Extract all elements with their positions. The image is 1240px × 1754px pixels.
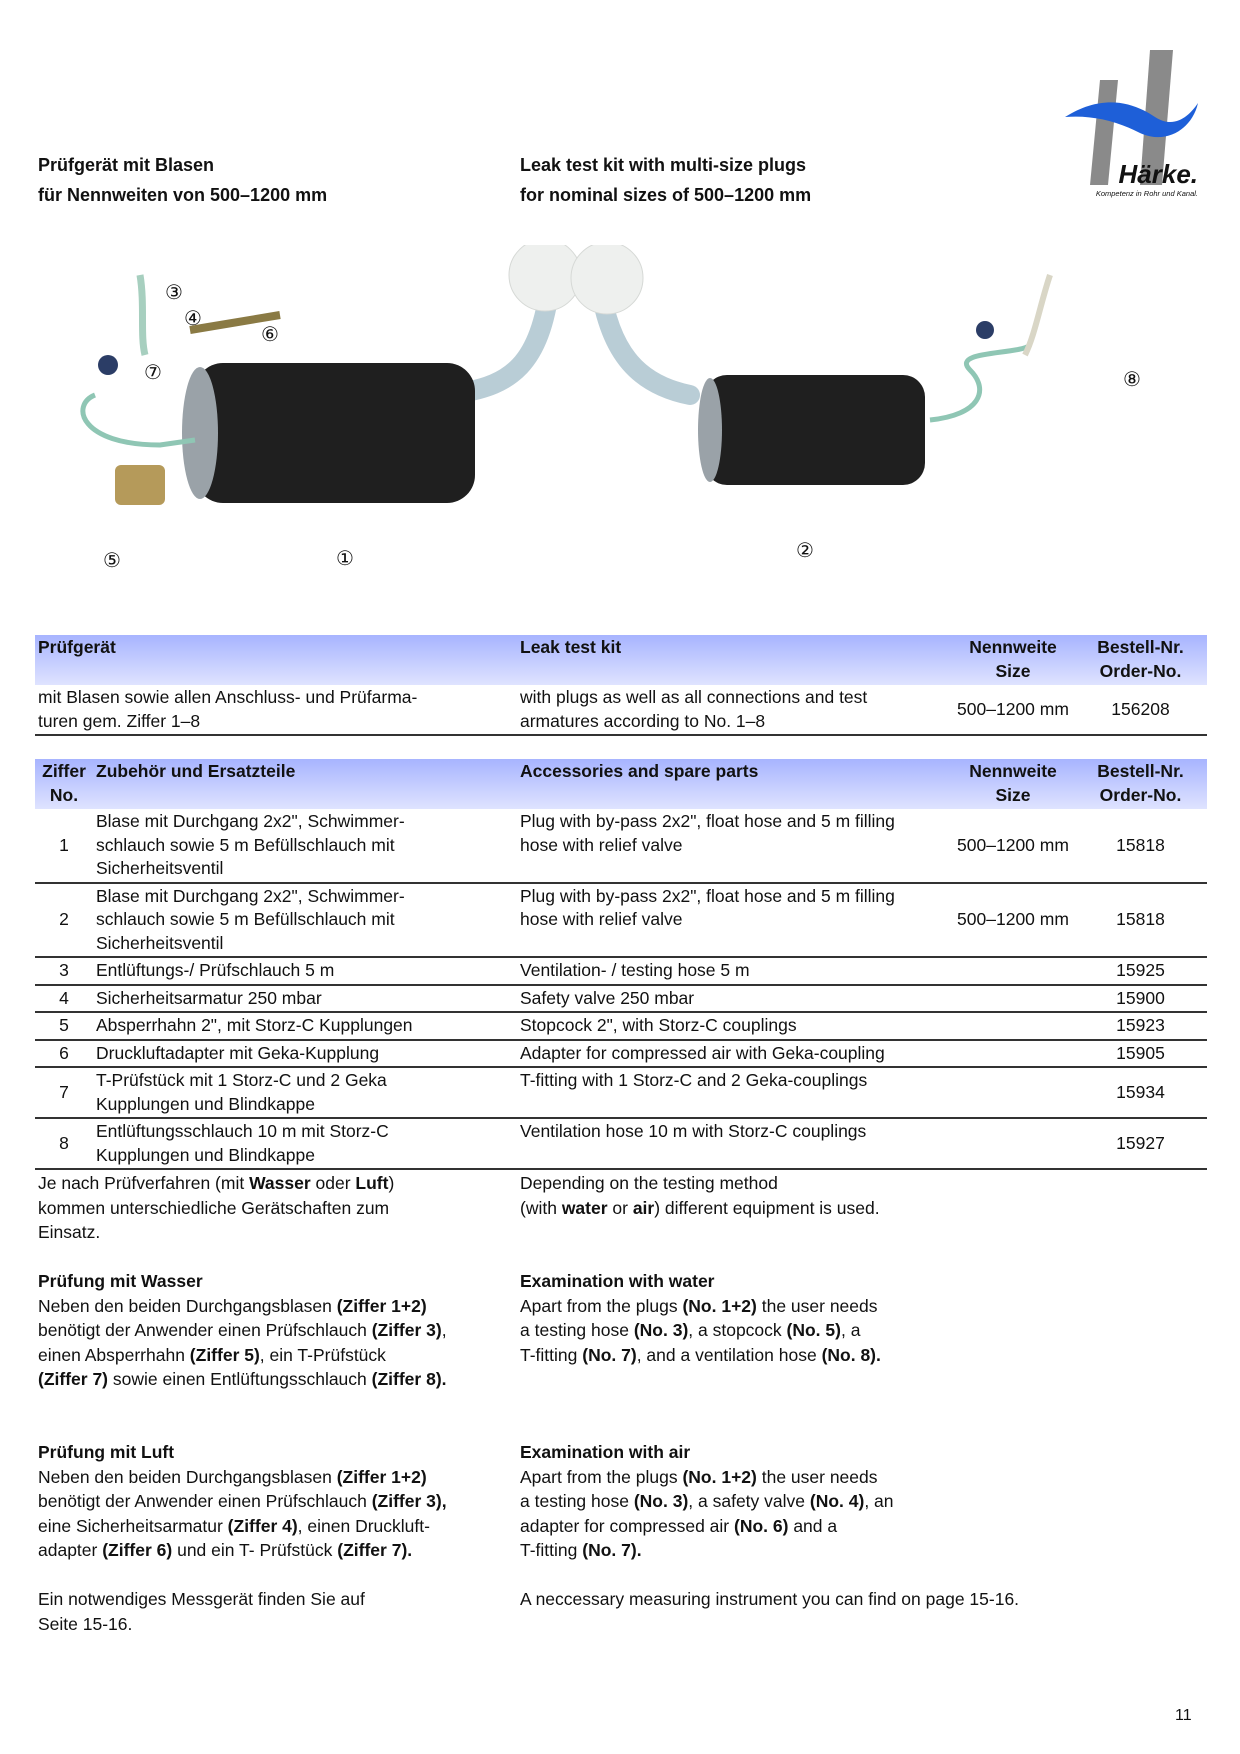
kit-header-size: Nennweite Size xyxy=(952,635,1074,685)
logo-tagline: Kompetenz in Rohr und Kanal. xyxy=(1095,189,1198,198)
acc-header-size: Nennweite Size xyxy=(952,759,1074,809)
water-section-de xyxy=(38,1269,447,1392)
acc-row-no: 2 xyxy=(35,883,93,958)
product-photo xyxy=(40,245,1180,595)
title-de-line2: für Nennweiten von 500–1200 mm xyxy=(38,185,328,205)
plug-1-body xyxy=(195,363,475,503)
intro-de: Je nach Prüfverfahren (mit Wasser oder Luft) kommen unterschiedliche Gerätschaften zum Einsatz. xyxy=(38,1173,395,1242)
acc-row-order: 15927 xyxy=(1074,1118,1207,1169)
haerke-logo xyxy=(1060,45,1200,205)
acc-row-no: 5 xyxy=(35,1012,93,1040)
acc-row-en: Safety valve 250 mbar xyxy=(517,985,952,1013)
air-body-de: Neben den beiden Durchgangsblasen (Ziffer 1+2) benötigt der Anwender einen Prüfschlauch (Ziffer 3), eine Sicherheitsarmatur (Ziffer 4), einen Druckluft- adapter (Ziffer 6) und ein T- Prüfstück (Ziffer 7). xyxy=(38,1466,447,1560)
acc-row-size xyxy=(952,957,1074,985)
title-en-line2: for nominal sizes of 500–1200 mm xyxy=(520,185,812,205)
acc-row-de: Blase mit Durchgang 2x2", Schwimmer- schlauch sowie 5 m Befüllschlauch mit Sicherheitsventil xyxy=(93,883,517,958)
acc-row-en: T-fitting with 1 Storz-C and 2 Geka-couplings xyxy=(517,1067,952,1118)
acc-row-size xyxy=(952,1040,1074,1068)
measure-note-en: A neccessary measuring instrument you can find on page 15-16. xyxy=(520,1589,1020,1609)
acc-row-de: Entlüftungs-/ Prüfschlauch 5 m xyxy=(93,957,517,985)
air-section-en xyxy=(520,1440,894,1563)
acc-row-order: 15818 xyxy=(1074,809,1207,883)
acc-header-no: Ziffer No. xyxy=(35,759,93,809)
acc-row-size xyxy=(952,1118,1074,1169)
acc-row-order: 15934 xyxy=(1074,1067,1207,1118)
acc-row-order: 15818 xyxy=(1074,883,1207,958)
callout-5: ⑤ xyxy=(103,548,121,572)
acc-row-en: Plug with by-pass 2x2", float hose and 5 m filling hose with relief valve xyxy=(517,883,952,958)
stopcock-part xyxy=(115,465,165,505)
acc-row-de: Blase mit Durchgang 2x2", Schwimmer- schlauch sowie 5 m Befüllschlauch mit Sicherheitsventil xyxy=(93,809,517,883)
acc-row-size xyxy=(952,1067,1074,1118)
kit-desc-de: mit Blasen sowie allen Anschluss- und Prüfarma- turen gem. Ziffer 1–8 xyxy=(35,685,517,735)
table-row xyxy=(35,809,1207,883)
callout-1: ① xyxy=(336,546,354,570)
water-title-en: Examination with water xyxy=(520,1271,715,1291)
logo-brand: Härke. xyxy=(1118,159,1198,189)
acc-row-en: Stopcock 2", with Storz-C couplings xyxy=(517,1012,952,1040)
air-title-de: Prüfung mit Luft xyxy=(38,1442,175,1462)
acc-row-size: 500–1200 mm xyxy=(952,809,1074,883)
acc-row-en: Ventilation hose 10 m with Storz-C couplings xyxy=(517,1118,952,1169)
acc-row-size xyxy=(952,1012,1074,1040)
callout-8: ⑧ xyxy=(1123,367,1141,391)
kit-table xyxy=(35,635,1207,736)
table-row xyxy=(35,883,1207,958)
table-row xyxy=(35,957,1207,985)
acc-row-no: 4 xyxy=(35,985,93,1013)
callout-4: ④ xyxy=(184,306,202,330)
kit-table-header xyxy=(35,635,1207,685)
table-row xyxy=(35,1040,1207,1068)
kit-header-order: Bestell-Nr. Order-No. xyxy=(1074,635,1207,685)
intro-en: Depending on the testing method (with water or air) different equipment is used. xyxy=(520,1173,880,1218)
callout-3: ③ xyxy=(165,280,183,304)
acc-row-de: Absperrhahn 2", mit Storz-C Kupplungen xyxy=(93,1012,517,1040)
page-number: 11 xyxy=(1175,1707,1192,1724)
water-section-en xyxy=(520,1269,881,1367)
acc-row-no: 8 xyxy=(35,1118,93,1169)
table-row xyxy=(35,1118,1207,1169)
air-section-de xyxy=(38,1440,447,1563)
air-title-en: Examination with air xyxy=(520,1442,691,1462)
acc-row-de: T-Prüfstück mit 1 Storz-C und 2 Geka Kupplungen und Blindkappe xyxy=(93,1067,517,1118)
title-en xyxy=(520,150,811,210)
kit-header-en: Leak test kit xyxy=(517,635,952,685)
table-row xyxy=(35,1012,1207,1040)
acc-header-de: Zubehör und Ersatzteile xyxy=(93,759,517,809)
acc-row-order: 15923 xyxy=(1074,1012,1207,1040)
callout-7: ⑦ xyxy=(144,360,162,384)
title-de-line1: Prüfgerät mit Blasen xyxy=(38,155,215,175)
acc-row-no: 1 xyxy=(35,809,93,883)
table-row xyxy=(35,685,1207,735)
acc-table-header xyxy=(35,759,1207,809)
accessories-table xyxy=(35,759,1207,1170)
kit-order-no: 156208 xyxy=(1074,685,1207,735)
acc-row-de: Druckluftadapter mit Geka-Kupplung xyxy=(93,1040,517,1068)
acc-row-order: 15900 xyxy=(1074,985,1207,1013)
kit-header-de: Prüfgerät xyxy=(35,635,517,685)
acc-row-size xyxy=(952,985,1074,1013)
water-body-de: Neben den beiden Durchgangsblasen (Ziffer 1+2) benötigt der Anwender einen Prüfschlauch (Ziffer 3), einen Absperrhahn (Ziffer 5), ein T-Prüfstück (Ziffer 7) sowie einen Entlüftungsschlauch (Ziffer 8). xyxy=(38,1295,447,1389)
acc-header-en: Accessories and spare parts xyxy=(517,759,952,809)
water-body-en: Apart from the plugs (No. 1+2) the user needs a testing hose (No. 3), a stopcock (No. 5), a T-fitting (No. 7), and a ventilation hose (No. 8). xyxy=(520,1295,881,1365)
acc-header-order: Bestell-Nr. Order-No. xyxy=(1074,759,1207,809)
title-en-line1: Leak test kit with multi-size plugs xyxy=(520,155,807,175)
plug-2-body xyxy=(705,375,925,485)
table-row xyxy=(35,1067,1207,1118)
acc-row-en: Adapter for compressed air with Geka-coupling xyxy=(517,1040,952,1068)
title-de xyxy=(38,150,327,210)
water-title-de: Prüfung mit Wasser xyxy=(38,1271,203,1291)
acc-row-no: 7 xyxy=(35,1067,93,1118)
callout-2: ② xyxy=(796,538,814,562)
acc-row-no: 6 xyxy=(35,1040,93,1068)
measure-note-de: Ein notwendiges Messgerät finden Sie auf Seite 15-16. xyxy=(38,1589,365,1634)
acc-row-de: Entlüftungsschlauch 10 m mit Storz-C Kupplungen und Blindkappe xyxy=(93,1118,517,1169)
kit-size: 500–1200 mm xyxy=(952,685,1074,735)
acc-row-order: 15925 xyxy=(1074,957,1207,985)
kit-desc-en: with plugs as well as all connections and test armatures according to No. 1–8 xyxy=(517,685,952,735)
callout-6: ⑥ xyxy=(261,322,279,346)
acc-row-no: 3 xyxy=(35,957,93,985)
acc-row-size: 500–1200 mm xyxy=(952,883,1074,958)
table-row xyxy=(35,985,1207,1013)
air-body-en: Apart from the plugs (No. 1+2) the user needs a testing hose (No. 3), a safety valve (No. 4), an adapter for compressed air (No. 6) and a T-fitting (No. 7). xyxy=(520,1466,894,1560)
acc-row-en: Plug with by-pass 2x2", float hose and 5 m filling hose with relief valve xyxy=(517,809,952,883)
acc-row-order: 15905 xyxy=(1074,1040,1207,1068)
acc-row-en: Ventilation- / testing hose 5 m xyxy=(517,957,952,985)
acc-row-de: Sicherheitsarmatur 250 mbar xyxy=(93,985,517,1013)
